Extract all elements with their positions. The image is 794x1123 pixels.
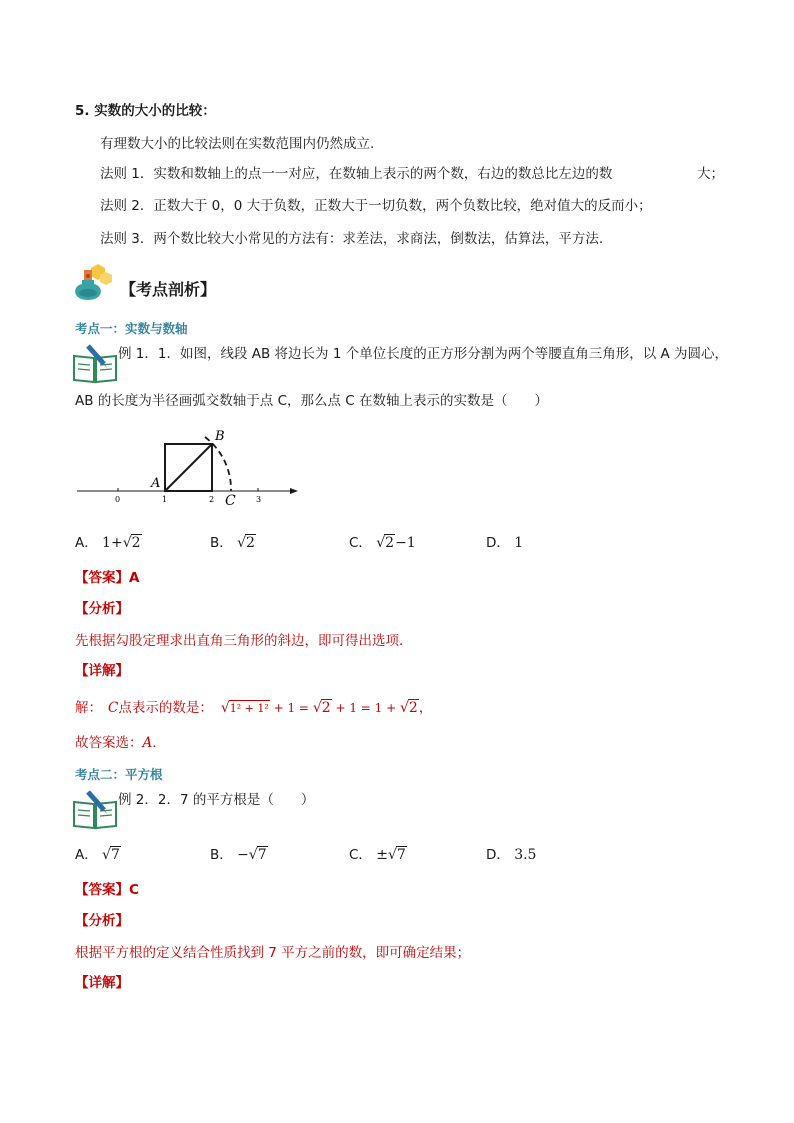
ex1-answer: 【答案】A [75,570,140,586]
ex2-option-b: B． −√7 [210,847,267,863]
analysis-title: 【考点剖析】 [120,280,217,299]
ex1-option-b: B． √2 [210,535,255,551]
example2-question: 例 2．2．7 的平方根是（ ） [118,792,315,808]
ex2-option-d: D． 3.5 [486,847,537,863]
ex1-conclusion: 故答案选：A. [75,735,157,751]
ex1-option-c: C． √2−1 [349,535,416,551]
number-line-figure [72,424,304,510]
rule-1-end: 大； [697,166,724,182]
label-A: A [151,476,161,491]
label-C: C [225,493,236,509]
tick-3: 3 [256,495,262,504]
ex1-solution: 解： C点表示的数是： √1² + 1² + 1 = √2 + 1 = 1 + √2， [75,700,433,716]
rule-2: 法则 2．正数大于 0，0 大于负数，正数大于一切负数，两个负数比较，绝对值大的反而小； [100,198,652,214]
point2-title: 考点二：平方根 [75,767,163,782]
section-intro: 有理数大小的比较法则在实数范围内仍然成立. [100,136,375,152]
chemistry-flask-icon [74,262,116,302]
label-B: B [215,429,225,444]
book-pencil-icon [72,790,118,830]
ex2-answer: 【答案】C [75,882,139,898]
ex1-option-a: A． 1+√2 [75,535,141,551]
ex1-analysis-label: 【分析】 [75,601,129,617]
ex1-option-d: D． 1 [486,535,524,551]
rule-3: 法则 3．两个数比较大小常见的方法有：求差法，求商法，倒数法，估算法，平方法. [100,231,604,247]
example1-question-line1: 例 1．1．如图，线段 AB 将边长为 1 个单位长度的正方形分割为两个等腰直角三角形，以 A 为圆心， [118,346,729,362]
tick-1: 1 [162,495,168,504]
point1-title: 考点一：实数与数轴 [75,321,188,336]
ex2-analysis-text: 根据平方根的定义结合性质找到 7 平方之前的数，即可确定结果； [75,945,471,961]
ex2-analysis-label: 【分析】 [75,913,129,929]
section-heading: 5. 实数的大小的比较： [75,103,216,119]
rule-1: 法则 1．实数和数轴上的点一一对应，在数轴上表示的两个数，右边的数总比左边的数 [100,166,613,182]
ex2-option-a: A． √7 [75,847,120,863]
book-pencil-icon [72,344,118,384]
ex1-analysis-text: 先根据勾股定理求出直角三角形的斜边，即可得出选项． [75,633,413,649]
ex2-option-c: C． ±√7 [349,847,406,863]
ex2-detail-label: 【详解】 [75,975,129,991]
tick-2: 2 [209,495,215,504]
tick-0: 0 [115,495,121,504]
example1-question-line2: AB 的长度为半径画弧交数轴于点 C，那么点 C 在数轴上表示的实数是（ ） [75,393,549,409]
ex1-detail-label: 【详解】 [75,663,129,679]
